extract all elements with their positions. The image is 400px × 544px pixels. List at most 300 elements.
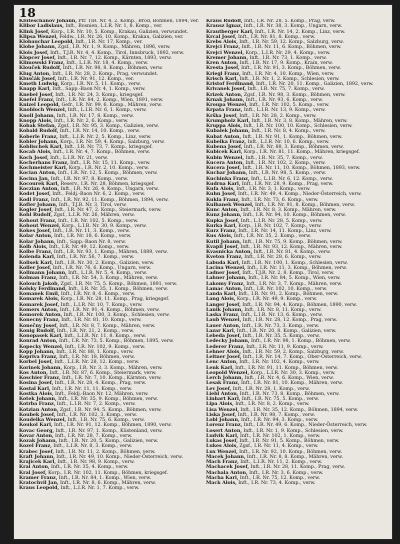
entry-name: Lauer Anton, — [206, 322, 241, 329]
entry-name: Kus Alois, — [206, 233, 233, 240]
entry-details: Inft., L.I.R. Nr. 11, 8. Komp., verw. — [62, 334, 147, 339]
entry-details: Inft., I.R. Nr. 17, 8. Komp., verw. — [55, 113, 135, 119]
entry-name: Kobler Johann, — [19, 138, 59, 145]
entry-details: Inft., I.R. Nr. 97, 8. Komp., verw. — [49, 176, 129, 182]
entry-details: Inft., I.R. Nr. 102, 2. Komp., verw. — [243, 160, 326, 166]
entry-details: Inft., I.R. Nr. 4, 6. Komp., Wien, verw. — [243, 376, 334, 381]
entry-name: Kramer Franz, — [19, 474, 58, 481]
entry-name: Kocab Alois, — [19, 149, 52, 156]
entry-details: Inft., I.R. Nr. 1, 2. Komp., Schlesien, verw. — [238, 76, 340, 82]
document-page — [13, 4, 393, 540]
entry-details: Inft., I.R. Nr. 8, 3. Komp., Mähren, verw. — [238, 208, 337, 213]
entry-details: Inft., I.R. Nr. 35, 12. Komp., Böhmen, 1894, verw. — [238, 407, 359, 413]
entry-name: Kocian Anton, — [19, 170, 57, 177]
entry-name: Konopasek Karl, — [19, 333, 63, 339]
entry-details: Inft., I.R. Nr. 20, 11. Komp., Galizien, 1892, verw. — [254, 82, 374, 87]
entry-details: Korp., I.R. Nr. 3, 3. Komp., Mähren, verw. — [62, 365, 163, 371]
entry-details: Inft., I.R. Nr. 15, 11. Komp., verw. — [68, 160, 151, 166]
entry-name: Krumpholz Karl, — [206, 117, 251, 124]
entry-details: Inft., I.R. Nr. 49, 4. Komp., Nieder-Österreich, verw. — [236, 192, 362, 198]
entry-details: Inft., I.R. Nr. 56, 7. Komp., verw. — [55, 255, 135, 261]
entry-details: Korp., I.R. Nr. 2, 10. Komp., verw. — [67, 166, 150, 171]
entry-details: Inft., I.R. Nr. 28, 4. Komp., Prag, verw. — [53, 381, 147, 387]
list-entry — [19, 486, 200, 491]
entry-details: Inft., I.R. Nr. 84, 1. Komp., Wien, verw. — [57, 475, 152, 481]
entry-details: Inft., L.I.R. Nr. 7, 2. Komp., verw. — [55, 402, 136, 408]
entry-details: Korp., I.R. Nr. 102, 7. Komp., verw. — [236, 223, 322, 229]
entry-name: Konig Rudolf, — [19, 327, 56, 334]
entry-name: Koudelka Wenzel, — [19, 417, 67, 423]
entry-details: Inft., I.R. Nr. 28, 2. Komp., verw. — [237, 113, 317, 119]
entry-details: Inft., I.R. Nr. 91, 1. Komp., Böhmen, verw. — [241, 134, 343, 140]
entry-name: Kubicek Karl, — [206, 149, 243, 156]
entry-name: Lebeda Josef, — [206, 333, 242, 339]
entry-name: Klobe Johann, — [19, 44, 57, 51]
entry-name: Krisch Karl, — [206, 75, 238, 82]
entry-name: Lacina Wenzel, — [206, 264, 246, 271]
entry-details: Zgsf., I.R. Nr. 75, 5. Komp., Böhmen, 1891, verw. — [59, 281, 178, 287]
entry-name: Kocourek Karl, — [19, 180, 60, 187]
entry-details: Inft., I.R. Nr. 4, 7. Komp., Böhmen, verw. — [51, 150, 151, 156]
entry-name: Kopriva Franz, — [19, 354, 58, 360]
entry-details: Inft., I.R. Nr. 81, 4. Komp., verw. — [252, 250, 331, 255]
entry-details: Inft., I.R. Nr. 92, 11. Komp., Böhmen, 1894, verw. — [49, 197, 169, 203]
entry-details: Inft., I.R. Nr. 35, 2. Komp., verw. — [232, 234, 312, 240]
entry-name: Knoll Johann, — [19, 112, 56, 119]
entry-name: Kresta Josef, — [206, 65, 240, 72]
entry-name: Lorenz Franz, — [206, 422, 243, 429]
entry-details: Inft., I.R. Nr. 8, 11. Komp., verw. — [242, 307, 322, 313]
entry-details: Inft., I.R. Nr. 21, 2. Komp., verw. — [55, 328, 135, 334]
entry-details: Inft., I.R. Nr. 73, 8. Komp., Böhmen, verw. — [238, 391, 340, 397]
entry-details: Inft., I.R. Nr. 35, 9. Komp., Böhmen, verw. — [56, 397, 158, 402]
entry-name: Liska Josef, — [206, 411, 237, 418]
entry-details: Inft., I.R. Nr. 75, 12. Komp., verw. — [238, 475, 321, 481]
entry-name: Macek Johann, — [206, 453, 246, 460]
entry-name: Krajicek Karl, — [19, 459, 56, 465]
entry-name: Kubalek Johann, — [206, 128, 250, 135]
entry-details: Korp., I.R. Nr. 59, 4. Komp., Salzburg, verw. — [58, 139, 165, 145]
entry-details: Inft., I.R. Nr. 94, 10. Komp., Böhmen, verw. — [241, 213, 346, 219]
entry-details: Inft., I.R. Nr. 73, 1. Komp., verw. — [248, 55, 327, 61]
entry-details: Inft., I.R. Nr. 35, 7. Komp., verw. — [244, 155, 323, 161]
entry-details: Inft., I.R. Nr. 88, 1. Komp., verw. — [54, 349, 134, 355]
entry-name: Kriegl Franz, — [206, 70, 241, 77]
entry-name: Kruppa Alois, — [206, 123, 242, 129]
entry-details: Inft., L.I.R. Nr. 18, 4. Komp., verw. — [64, 61, 149, 66]
entry-name: Kotek Johann, — [19, 396, 57, 402]
entry-details: Inft., L.I.R. Nr. 6, 12. Komp., verw. — [249, 176, 333, 182]
entry-details: Inft., L.I.R. Nr. 21, verw. — [48, 155, 108, 161]
entry-details: Inft., I.R. Nr. 11, 10. Komp., Böhmen, 1893, verw. — [241, 166, 361, 171]
text-column-left — [19, 19, 200, 534]
entry-name: Leitner Josef, — [206, 354, 242, 360]
entry-name: Koller Josef, — [19, 264, 52, 271]
entry-name: Komarek Josef, — [19, 301, 60, 308]
entry-details: Inft., I.R. Nr. 102, 10. Komp., verw. — [242, 286, 328, 292]
entry-name: Koberle Franz, — [19, 133, 58, 140]
entry-name: Kral Josef, — [19, 469, 47, 476]
entry-name: Lerch Johann, — [206, 375, 244, 381]
entry-name: Kuhn Josef, — [206, 191, 237, 198]
entry-name: Krejci Wenzel, — [206, 49, 245, 56]
entry-details: Inft., I.R. Nr. 28, 9. Komp., Prag, verw. — [240, 181, 334, 187]
entry-name: Kokes Josef, — [19, 228, 52, 234]
entry-details: Inft., I.R. Nr. 98, 8. Komp., Böhmen, verw. — [61, 66, 163, 72]
entry-details: Inft., L.I.R. Nr. 10, 6. Komp., verw. — [246, 139, 330, 145]
entry-name: Leopold Wenzel, — [206, 369, 250, 376]
entry-details: Inft., I.R. Nr. 102, 4. Komp., verw. — [237, 360, 320, 366]
entry-name: Klipsa Wenzel, — [19, 33, 58, 40]
entry-details: Inft., I.R. Nr. 28, 5. Komp., Prag, verw. — [242, 19, 336, 24]
entry-name: Kocina Jan, — [19, 175, 50, 182]
entry-name: Kunc Anton, — [206, 207, 239, 213]
entry-name: Kofler Johann, — [19, 201, 58, 208]
entry-details: Inft., I.R. Nr. 92, 10. Komp., Böhmen, verw. — [237, 449, 343, 455]
entry-name: Kucera Josef, — [206, 165, 242, 171]
entry-name: Komarek Alois, — [19, 296, 60, 303]
entry-details: Zgsf., I.R. Nr. 95, 3. Komp., Galizien, verw. — [56, 124, 159, 129]
entry-name: Labuda Karl, — [206, 259, 241, 266]
entry-name: Klimowski Franz, — [19, 60, 65, 66]
entry-name: Kollmann Johann, — [19, 270, 67, 276]
entry-details: Inft., I.R. Nr. 81, 8. Komp., verw. — [236, 34, 316, 40]
entry-name: Korbel Josef, — [19, 359, 53, 366]
entry-details: Inft., I.R. Nr. 81, 10. Komp., Mähren, verw. — [239, 381, 343, 387]
entry-details: Inft., I.R. Nr. 102, 9. Komp., verw. — [63, 344, 146, 350]
entry-details: Inft., I.R. Nr. 11, 9. Komp., verw. — [244, 344, 324, 350]
entry-name: Kraft Johann, — [19, 453, 55, 460]
entry-name: Koukol Karl, — [19, 422, 53, 429]
entry-name: Kolisek Karl, — [19, 259, 54, 266]
entry-name: Klopcer Josef, — [19, 54, 56, 61]
entry-name: Kremer Johann, — [206, 54, 249, 61]
entry-details: Inft., I.R. Nr. 73, 3. Komp., verw. — [240, 323, 320, 329]
entry-details: Korp., I.R. Nr. 49, 9. Komp., verw. — [235, 297, 318, 303]
entry-details: Inft., I.R. Nr. 2, 6. Komp., verw. — [52, 118, 129, 124]
entry-name: Koch Josef, — [19, 154, 49, 161]
entry-name: Knefel Franz, — [19, 96, 55, 103]
entry-details: Inft., I.R. Nr. 17, Komp., ver. — [73, 40, 143, 45]
entry-details: Inft., Sapp.-Baon Nr. 8, verw. — [55, 239, 127, 245]
entry-details: Inft., I.R. Nr. 73, 7. Komp., kriegsgef. — [62, 145, 153, 150]
entry-name: Konecny Franz, — [19, 317, 60, 324]
entry-name: Kohout Wenzel, — [19, 222, 61, 229]
entry-name: Kubelka Franz, — [206, 138, 247, 145]
entry-details: Inft., I.R. Nr. 76, 6. Komp., Ungarn, verw. — [51, 265, 152, 271]
entry-details: Inft., I.R. Nr. 14, 10. Komp., verw. — [58, 129, 141, 135]
entry-details: Inft., I.R. Nr. 3, 1. Komp., verw. — [234, 187, 311, 192]
entry-name: Lanik Johann, — [206, 306, 243, 313]
entry-name: Kubat Anton, — [206, 133, 242, 140]
entry-details: Korp., I.R. Nr. 102, 11. Komp., Böhmen, kriegsgef. — [46, 470, 169, 476]
entry-name: Langer Josef, — [206, 301, 241, 308]
entry-name: Koblischek Karl, — [19, 144, 63, 150]
entry-name: Kovac Georg, — [19, 427, 55, 434]
entry-name: Kolouch Jakob, — [19, 280, 60, 287]
entry-name: Kotrba Franz, — [19, 401, 56, 408]
entry-name: Liebl Anton, — [206, 390, 239, 397]
entry-name: Kroupa Wenzel, — [206, 102, 248, 108]
entry-details: Inft., I.R. Nr. 87, 6. Komp., Steiermark, verw. — [47, 370, 157, 376]
entry-name: Linhart Karl, — [206, 396, 241, 402]
entry-name: Krejci Franz, — [206, 44, 241, 51]
entry-name: Konečny Josef, — [19, 322, 58, 329]
entry-details: Inft., I.R. Nr. 20, 8. Komp., Galizien, verw. — [235, 328, 337, 334]
entry-name: Krebs Alois, — [206, 39, 238, 45]
entry-name: Kubena Josef, — [206, 144, 243, 150]
entry-details: Inft., I.R. Nr. 38, 3. Komp., Ungarn, verw. — [242, 24, 343, 30]
entry-details: Inft., I.R. Nr. 84, 2. Komp., Wien, 1891, verw. — [54, 97, 164, 103]
entry-details: Inft., I.R. Nr. 8, 7. Komp., Mähren, verw. — [57, 323, 156, 329]
entry-details: Inft., T.J.R. Nr. 3, Tirol, verw. — [57, 202, 127, 208]
entry-name: Kohl Rudolf, — [19, 212, 53, 219]
entry-name: Kucera Anton, — [206, 159, 244, 166]
entry-name: Kovar Anton, — [19, 432, 54, 439]
entry-name: Machacek Josef, — [206, 464, 250, 471]
entry-name: Koschier Franz, — [19, 375, 61, 381]
entry-details: Inft., I.R. Nr. 100, 3. Komp., Schlesien, verw. — [62, 313, 170, 318]
entry-details: Inft., I.R. Nr. 75, 9. Komp., Böhmen, verw. — [241, 239, 343, 245]
entry-details: Inft., I.R. Nr. 91, 3. Komp., Böhmen, verw. — [239, 66, 342, 72]
entry-details: Inft., I.R. Nr. 24, 3. Komp., kriegsgef. — [53, 92, 144, 98]
entry-details: Inft., I.R. Nr. 91, 5. Komp., Böhmen, verw. — [237, 439, 340, 444]
entry-details: Inft., I.R. Nr. 11, 3. Komp., verw. — [51, 229, 131, 234]
entry-details: Inft., I.R. Nr. 100, 10. Komp., Schlesien, verw. — [241, 124, 353, 129]
entry-details: Inft., I.R. Nr. 18, Böhmen, verw. — [57, 355, 135, 360]
entry-details: Inft., I.R. Nr. 73, 6. Komp., verw. — [239, 197, 319, 203]
entry-name: Knopp Alois, — [19, 117, 53, 124]
entry-details: Inft., I.R. Nr. 91, 2. Komp., Böhmen, verw. — [236, 292, 339, 297]
entry-name: Klibor Ladislaus, — [19, 23, 64, 30]
entry-details: Inft., I.R. Nr. 8, 4. Komp., verw. — [249, 129, 326, 135]
entry-name: Lamac Anton, — [206, 285, 243, 292]
entry-details: Inft., I.R. Nr. 98, 9. Komp., verw. — [55, 460, 135, 465]
entry-name: Laub Wenzel, — [206, 317, 242, 324]
list-entry — [206, 481, 387, 486]
entry-details: Inft., I.R. Nr. 102, 5. Komp., verw. — [56, 218, 139, 224]
entry-details: Inft., I.R. Nr. 3, 7. Komp., Mähren, verw. — [244, 281, 343, 287]
entry-name: Machala Anton, — [206, 469, 248, 476]
entry-details: Inft., I.R. Nr. 28, 2. Komp., Prag, verwundet. — [50, 71, 159, 77]
entry-name: Lenk Karl, — [206, 364, 234, 371]
entry-name: Kostal Karl, — [19, 385, 51, 392]
entry-details: Inft., L.I.R. Nr. 13, 9. Komp., verw. — [242, 108, 326, 114]
entry-name: Kuchar Johann, — [206, 170, 248, 177]
entry-name: Lazar Karl, — [206, 327, 236, 334]
entry-name: Krnak Johann, — [206, 96, 245, 103]
entry-details: Inft., I.R. Nr. 4, 10. Komp., Wien, verw. — [240, 71, 335, 77]
entry-details: Inft., I.R. Nr. 49, 6. Komp., Nieder-Österreich, verw. — [242, 423, 368, 429]
entry-name: Lisa Wenzel, — [206, 406, 239, 413]
entry-name: Lipa Alois, — [206, 401, 234, 408]
entry-details: Inft., I.R. Nr. 100, 1. Komp., Schlesien, verw. — [240, 260, 348, 266]
entry-details: Inft., I.R. Nr. 91, 12. Komp., ver. — [56, 76, 135, 82]
entry-details: Inft., I.R. Nr. 102, 3. Komp., verw. — [55, 412, 138, 418]
entry-details: Inft., I.R. Nr. 88, 3. Komp., Böhmen, verw. — [242, 145, 344, 150]
entry-details: Inft., I.R. Nr. 73, 5. Komp., Böhmen, 1895, verw. — [57, 339, 174, 345]
entry-name: Kurka Karl, — [206, 222, 237, 229]
entry-details: Inft., I.R. Nr. 8, 6. Komp., verw. — [59, 292, 136, 297]
entry-details: Inft., I.R. Nr. 3, 6. Komp., verw. — [247, 470, 324, 476]
entry-details: Inft., I.R. Nr. 49, 12. Komp., verw. — [47, 244, 130, 250]
entry-name: Kohout Franz, — [19, 217, 57, 224]
entry-name: Lehner Alois, — [206, 348, 241, 355]
entry-name: Konrad Anton, — [19, 338, 58, 345]
entry-name: Krabec Josef, — [19, 448, 55, 455]
entry-details: Inft., I.R. Nr. 49, 10. Komp., Nieder-Österreich, verw. — [54, 454, 183, 460]
entry-details: Inft., L.I.R. Nr. 28, 5. Komp., verw. — [239, 218, 323, 224]
entry-details: Inft., I.R. Nr. 11, 2. Komp., Böhmen, verw. — [54, 449, 156, 455]
entry-name: Ledecky Johann, — [206, 338, 250, 345]
entry-details: Korp., I.R. Nr. 28, 11. Komp., Prag, kriegsgef. — [59, 297, 170, 303]
entry-details: Inft., I.R. Nr. 17, 9. Komp., Krain, verw. — [238, 61, 333, 66]
entry-name: Kolar Johann, — [19, 238, 56, 245]
entry-details: Inft., I.R. Nr. 35, 1. Komp., Böhmen, verw. — [66, 286, 169, 292]
entry-name: Kudrna Karl, — [206, 180, 241, 187]
entry-details: Inft., I.R. Nr. 35, 5. Komp., verw. — [241, 334, 320, 339]
entry-details: Korp., L.I.R. Nr. 30, 9. Komp., verw. — [60, 223, 147, 229]
entry-name: Kutil Johann, — [206, 238, 242, 245]
entry-details: Inft., I.R. Nr. 94, 4. Komp., Böhmen, 1890, verw. — [240, 302, 358, 308]
entry-details: Inft., I.R. Nr. 93, 12. Komp., Mähren, verw. — [238, 244, 343, 250]
entry-name: Korinek Johann, — [19, 364, 63, 371]
entry-name: Losert Anton, — [206, 427, 242, 434]
entry-details: Inft., L.I.R. Nr. 11, 2. Komp., verw. — [238, 460, 323, 465]
entry-name: Macha Karl, — [206, 474, 239, 481]
entry-name: Mach Franz, — [206, 459, 239, 465]
entry-details: Gefr., I.R. Nr. 99, 6. Komp., Mähren, verw. — [60, 103, 163, 108]
entry-name: Klug Anton, — [19, 70, 51, 77]
entry-details: Inft., L.I.R. Nr. 1, 7. Komp., verw. — [59, 486, 140, 492]
text-column-right — [206, 19, 387, 534]
entry-name: Lukas Josef, — [206, 438, 238, 444]
entry-details: Inft., I.R. Nr. 97, 1. Komp., Küstenland, verw. — [54, 428, 163, 434]
entry-name: Krška Josef, — [206, 112, 238, 119]
entry-details: Inft., I.R. Nr. 18, 6. Komp., verw. — [52, 234, 132, 240]
entry-name: Lukes Alois, — [206, 443, 238, 450]
entry-name: Klouček Rudolf, — [19, 65, 62, 72]
entry-details: Inft., T.J.R. Nr. 2, 8. Komp., Tirol, verw. — [240, 271, 335, 276]
entry-name: Kristof Ferdinand, — [206, 81, 255, 87]
entry-name: Kolsky Ferdinand, — [19, 285, 67, 292]
entry-name: Knapp Karl, — [19, 86, 51, 93]
text-columns — [19, 19, 387, 534]
entry-details: Inft., L.I.R. Nr. 2, 5. Komp., Linz, verw. — [57, 134, 152, 140]
entry-details: Feldw., I.R. Nr. 26, 10. Komp., Krakau, Galizien, ver. — [57, 34, 184, 40]
entry-details: Inft., T.J.R. Nr. 4, 4. Komp., Tirol, Innsbruck, 1892, verw. — [48, 50, 185, 56]
entry-details: Inft., I.R. Nr. 28, 12. Komp., Prag, verw. — [241, 318, 338, 324]
entry-details: Inft., I.R. Nr. 30, 2. Komp., Galizien, verw. — [53, 260, 155, 266]
entry-details: Inft., I.R. Nr. 98, 5. Komp., verw. — [247, 171, 327, 177]
entry-name: Kvasnicka Anton, — [206, 249, 253, 255]
entry-name: Lev Josef, — [206, 385, 232, 392]
entry-details: Inft., I.R. Nr. 75, 7. Komp., verw. — [246, 87, 325, 93]
entry-details: Zgsf., L.I.R. Nr. 26, Mähren, verw. — [52, 213, 135, 219]
entry-details: Inft., I.R. Nr. 75, 6. Komp., verw. — [66, 418, 145, 423]
entry-details: Inft., Feldj.-Baon Nr. 6, 2. Komp., verw. — [50, 192, 146, 198]
entry-name: Kuchinka Franz, — [206, 175, 250, 182]
entry-details: Inft., I.R. Nr. 54, 3. Komp., Mähren, verw. — [57, 276, 159, 282]
entry-details: Inft., I.R. Nr. 8, 6. Komp., Mähren, verw. — [58, 481, 157, 486]
entry-name: Klois Josef, — [19, 49, 49, 56]
entry-name: Kos Anton, — [19, 369, 48, 376]
entry-name: Kocherhans Franz, — [19, 159, 69, 166]
entry-details: Inft., I.R. Nr. 91, 12. Komp., Böhmen, 1890, verw. — [52, 423, 172, 429]
entry-name: Kveton Franz, — [206, 254, 243, 261]
entry-details: Inft., L.I.R. Nr. 10, 7. Komp., verw. — [59, 302, 143, 308]
entry-details: Zgsf., I.R. Nr. 94, 5. Komp., Böhmen, verw. — [58, 407, 162, 413]
entry-name: Koubek Josef, — [19, 411, 56, 418]
entry-name: Kren Anton, — [206, 60, 239, 66]
entry-name: Krpata Franz, — [206, 107, 243, 114]
entry-details: Inft., L.I.R. Nr. 6, 1. Komp., verw. — [66, 108, 147, 114]
entry-name: Kulhanek Wenzel, — [206, 201, 254, 208]
entry-details: Inft., I.R. Nr. 12, 5. Komp., Böhmen, verw. — [56, 171, 158, 177]
entry-name: Kmeth Ludwig, — [19, 81, 60, 87]
entry-details: Korp., I.R. Nr. 10, 5. Komp., Krakau, Galizien, verwundet. — [49, 29, 189, 35]
entry-name: Knizel Leopold, — [19, 102, 61, 108]
entry-name: Kobak Stefan, — [19, 123, 57, 129]
entry-name: Koczian Anton, — [19, 186, 60, 192]
entry-name: Krivanek Josef, — [206, 86, 247, 93]
entry-details: Inft., I.R. Nr. 14, 11. Komp., Linz, verw. — [236, 229, 332, 234]
entry-name: Kukla Franz, — [206, 196, 240, 203]
entry-details: Inft., Sapp.-Baon Nr. 4, 1. Komp., verw. — [50, 87, 146, 93]
entry-details: Inft., I.R. Nr. 91, 11. Komp., Böhmen, verw. — [233, 365, 339, 371]
entry-name: Kupka Josef, — [206, 217, 240, 224]
entry-name: Lakomy Franz, — [206, 280, 245, 287]
entry-details: Zgsf., I.R. Nr. 11, 4. Komp., verw. — [237, 444, 319, 450]
entry-details: Korp., I.R. Nr. 81, 11. Komp., Mähren, kriegsgef. — [242, 150, 360, 156]
entry-details: Inft., I.R. Nr. 81, 10. Komp., verw. — [59, 318, 142, 324]
entry-name: Mack Alois, — [206, 480, 237, 486]
entry-details: Inft., L.I.R. Nr. 28, 12. Komp., verw. — [52, 360, 140, 366]
entry-name: Kluteschanov Johann, — [19, 19, 77, 24]
entry-details: Korp., I.R. Nr. 5, 11. Komp., verw. — [59, 82, 142, 87]
entry-details: Inft., I.R. Nr. 26, 4. Komp., Ungarn, verw. — [59, 187, 159, 192]
entry-name: Komorek Anton, — [19, 312, 63, 318]
entry-name: Klink Josef, — [19, 28, 50, 35]
entry-name: Landa Karl, — [206, 291, 237, 297]
entry-details: Inft., L.I.R. Nr. 8, 3. Komp., verw. — [51, 444, 133, 450]
entry-details: Inft., I.R. Nr. 28, 11. Komp., Prag, verw. — [249, 465, 345, 471]
entry-details: Inft., I.R. Nr. 8, 8. Komp., Mähren, verw. — [245, 454, 343, 460]
entry-details: Reserv., I.R. Nr. 28, Böhmen, kriegsgef. — [59, 181, 155, 187]
entry-details: Inft., I.R. Nr. 28, 7. Komp., verw. — [53, 433, 133, 439]
entry-details: Inft., Feldj.-Baon Nr. 12, Mähren, verw. — [53, 391, 149, 397]
entry-name: Kopecky Wenzel, — [19, 343, 64, 350]
entry-details: Inft., I.R. Nr. 11, 6. Komp., Böhmen, verw. — [240, 45, 342, 51]
entry-name: Krautberger Karl, — [206, 28, 254, 35]
entry-name: Lux Wenzel, — [206, 448, 238, 455]
entry-name: Kotzian Anton, — [19, 406, 59, 413]
entry-name: Kolbe Franz, — [19, 249, 53, 255]
entry-name: Kolar Anton, — [19, 233, 53, 240]
entry-name: Lenc Anton, — [206, 359, 238, 366]
entry-name: Kolb Alois, — [19, 243, 48, 250]
entry-details: Inft., I.R. Nr. 11, 11. Komp., verw. — [50, 386, 133, 392]
entry-name: Lahner Johann, — [206, 275, 247, 282]
entry-details: Inft., I.R. Nr. 28, 6. Komp., verw. — [242, 255, 322, 261]
entry-name: Kodl Franz, — [19, 196, 50, 203]
entry-name: Kogler Josef, — [19, 207, 53, 213]
entry-name: Kvapil Josef, — [206, 243, 239, 250]
entry-details: Inft., Bosnien, L.I.R. Nr. 1, 8. Komp., ver. — [63, 24, 163, 30]
entry-details: Inft., I.R. Nr. 14, 2. Komp., Linz, verw. — [253, 29, 346, 35]
entry-name: Kozak Johann, — [19, 438, 58, 444]
entry-name: Kostka Alois, — [19, 390, 54, 397]
